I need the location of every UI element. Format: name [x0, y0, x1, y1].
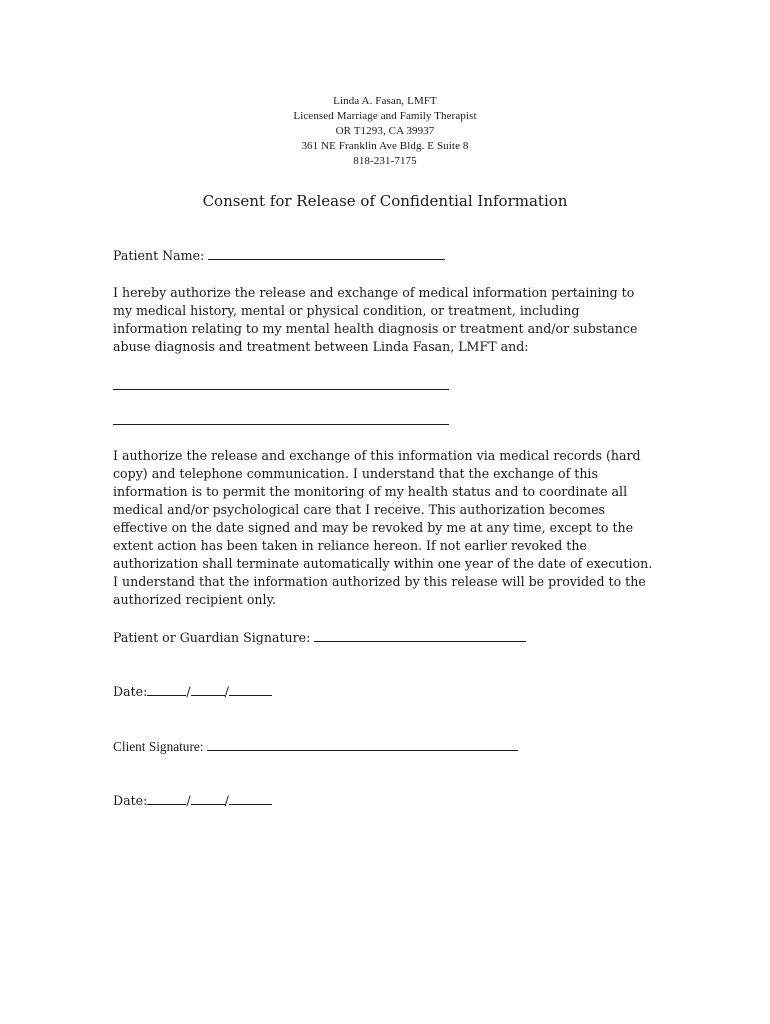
consent-line: effective on the date signed and may be revoked by me at any time, except to the	[113, 520, 634, 535]
consent-paragraph	[113, 447, 673, 609]
date-year-field[interactable]	[229, 792, 272, 805]
authorization-line: I hereby authorize the release and exchange of medical information pertaining to	[113, 285, 635, 300]
date-separator: /	[186, 793, 191, 808]
authorization-line: information relating to my mental health diagnosis or treatment and/or substance	[113, 321, 638, 336]
consent-line: authorized recipient only.	[113, 592, 277, 607]
patient-signature-field[interactable]	[314, 629, 526, 642]
patient-date-row	[113, 683, 272, 701]
date-separator: /	[224, 684, 229, 699]
patient-name-label: Patient Name:	[113, 248, 205, 263]
authorization-line: my medical history, mental or physical condition, or treatment, including	[113, 303, 580, 318]
date-separator: /	[186, 684, 191, 699]
therapist-credential: Licensed Marriage and Family Therapist	[293, 110, 477, 122]
consent-line: copy) and telephone communication. I understand that the exchange of this	[113, 466, 598, 481]
consent-line: medical and/or psychological care that I receive. This authorization becomes	[113, 502, 605, 517]
consent-line: I authorize the release and exchange of this information via medical records (hard	[113, 448, 641, 463]
client-signature-row	[113, 738, 518, 756]
license-numbers: OR T1293, CA 39937	[335, 125, 435, 137]
date-year-field[interactable]	[229, 683, 272, 696]
consent-line: information is to permit the monitoring of my health status and to coordinate all	[113, 484, 628, 499]
client-signature-label: Client Signature:	[113, 739, 204, 754]
consent-line: extent action has been taken in reliance hereon. If not earlier revoked the	[113, 538, 587, 553]
date-separator: /	[224, 793, 229, 808]
patient-signature-label: Patient or Guardian Signature:	[113, 630, 311, 645]
therapist-name: Linda A. Fasan, LMFT	[333, 95, 437, 107]
date-label: Date:	[113, 684, 148, 699]
date-day-field[interactable]	[191, 683, 225, 696]
patient-name-field[interactable]	[208, 247, 445, 260]
client-date-row	[113, 792, 272, 810]
office-phone: 818-231-7175	[353, 155, 417, 167]
patient-name-row	[113, 247, 445, 265]
date-day-field[interactable]	[191, 792, 225, 805]
office-address: 361 NE Franklin Ave Bldg. E Suite 8	[301, 140, 469, 152]
letterhead	[0, 94, 770, 169]
patient-signature-row	[113, 629, 526, 647]
authorization-paragraph	[113, 284, 658, 356]
consent-line: authorization shall terminate automatically within one year of the date of execution.	[113, 556, 653, 571]
authorization-line: abuse diagnosis and treatment between Linda Fasan, LMFT and:	[113, 339, 529, 354]
date-month-field[interactable]	[147, 792, 186, 805]
date-label: Date:	[113, 793, 148, 808]
client-signature-field[interactable]	[207, 738, 518, 751]
consent-line: I understand that the information authorized by this release will be provided to the	[113, 574, 646, 589]
recipient-field-2[interactable]	[113, 424, 449, 425]
recipient-field-1[interactable]	[113, 389, 449, 390]
document-title: Consent for Release of Confidential Information	[202, 192, 568, 210]
date-month-field[interactable]	[147, 683, 186, 696]
